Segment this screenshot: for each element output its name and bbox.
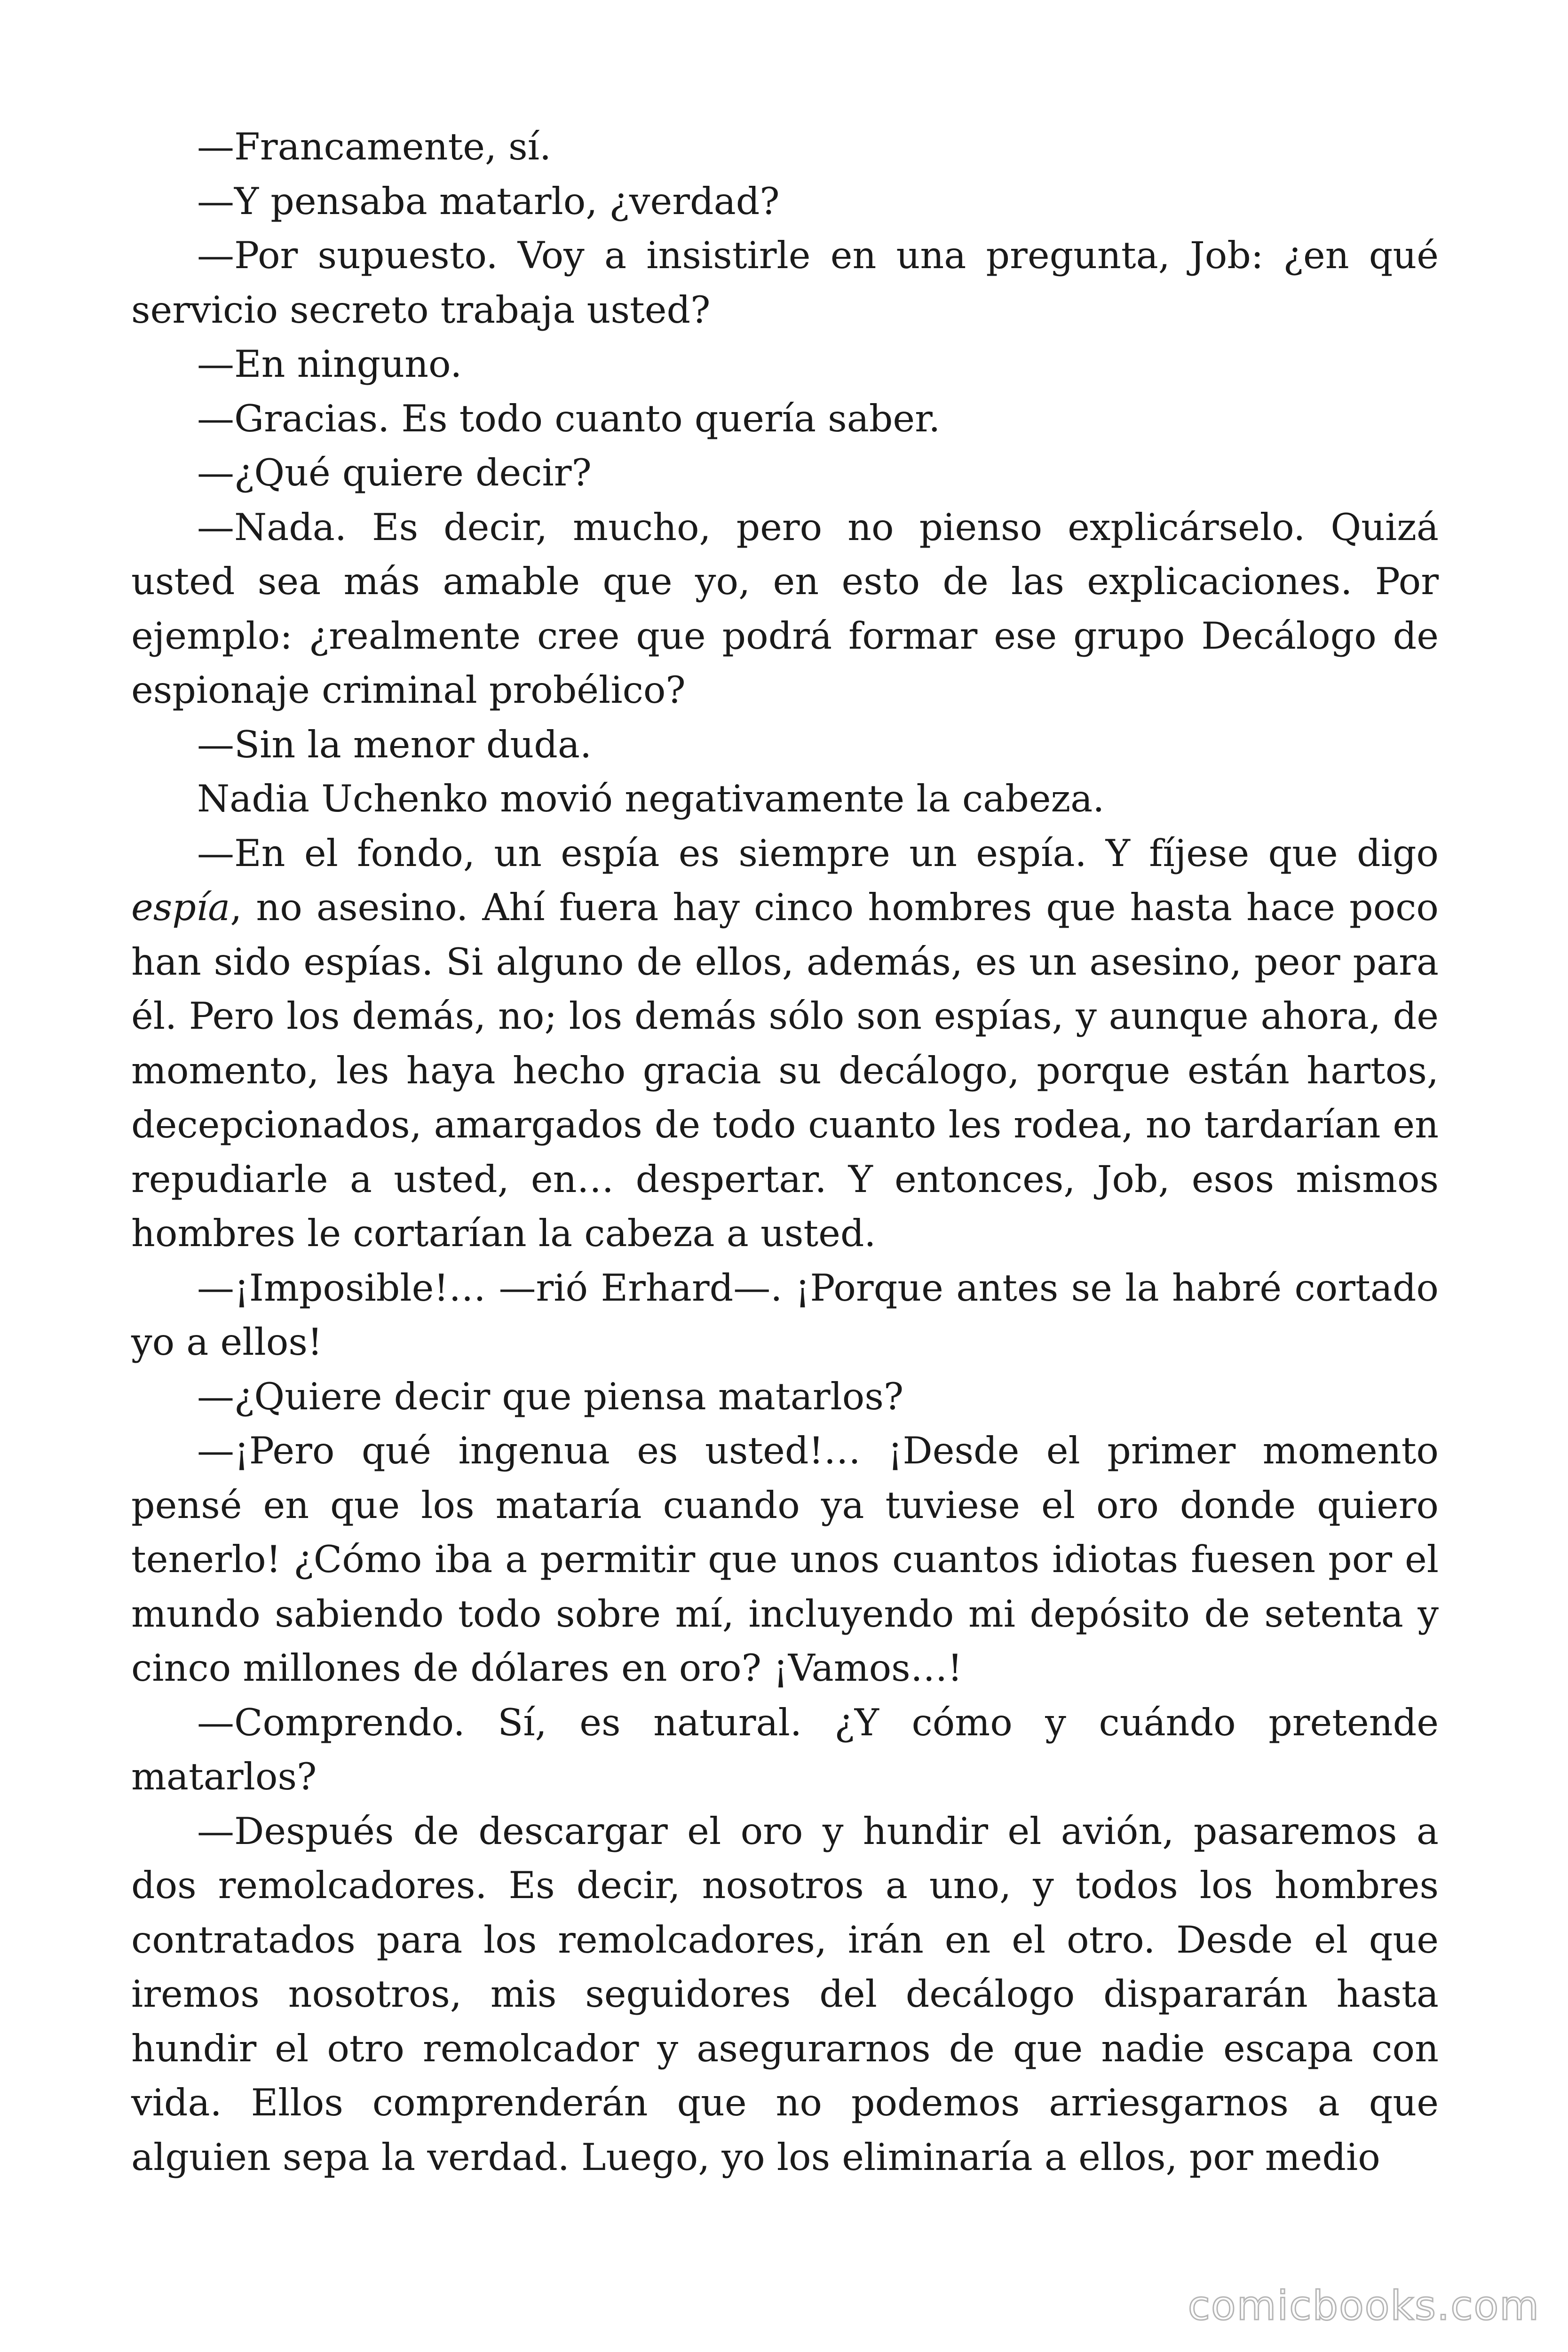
emphasized-word: espía	[131, 886, 230, 929]
paragraph: —¡Pero qué ingenua es usted!… ¡Desde el primer momento pensé en que los mataría cuando ya tuviese el oro donde quiero tenerlo! ¿Cómo iba a permitir que unos cuantos idiotas fuesen por el mundo sabiendo todo sobre mí, incluyendo mi depósito de setenta y cinco millones de dólares en oro? ¡Vamos…!	[131, 1429, 1439, 1690]
paragraph-text: —En el fondo, un espía es siempre un espía. Y fíjese que digo	[197, 831, 1439, 875]
paragraph: —Nada. Es decir, mucho, pero no pienso explicárselo. Quizá usted sea más amable que yo, en esto de las explicaciones. Por ejemplo: ¿realmente cree que podrá formar ese grupo Decálogo de espionaje criminal probélico?	[131, 505, 1439, 712]
paragraph: —En ninguno.	[197, 342, 462, 386]
paragraph: —Por supuesto. Voy a insistirle en una pregunta, Job: ¿en qué servicio secreto trabaja usted?	[131, 234, 1439, 332]
paragraph: —Y pensaba matarlo, ¿verdad?	[197, 179, 780, 223]
paragraph: —Comprendo. Sí, es natural. ¿Y cómo y cuándo pretende matarlos?	[131, 1700, 1439, 1798]
paragraph-text: , no asesino. Ahí fuera hay cinco hombres que hasta hace poco han sido espías. Si alguno de ellos, además, es un asesino, peor para él. Pero los demás, no; los demás sólo son espías, y aunque ahora, de momento, les haya hecho gracia su decálogo, porque están hartos, decepcionados, amargados de todo cuanto les rodea, no tardarían en repudiarle a usted, en… despertar. Y entonces, Job, esos mismos hombres le cortarían la cabeza a usted.	[131, 886, 1439, 1255]
paragraph: Nadia Uchenko movió negativamente la cabeza.	[197, 777, 1105, 820]
paragraph: —¿Qué quiere decir?	[197, 451, 592, 494]
paragraph: —Francamente, sí.	[197, 125, 552, 168]
paragraph: —Después de descargar el oro y hundir el avión, pasaremos a dos remolcadores. Es decir, nosotros a uno, y todos los hombres contratados para los remolcadores, irán en el otro. Desde el que iremos nosotros, mis seguidores del decálogo dispararán hasta hundir el otro remolcador y asegurarnos de que nadie escapa con vida. Ellos comprenderán que no podemos arriesgarnos a que alguien sepa la verdad. Luego, yo los eliminaría a ellos, por medio	[131, 1809, 1439, 2179]
page-body-text	[131, 120, 1439, 2185]
paragraph: —¿Quiere decir que piensa matarlos?	[197, 1375, 904, 1418]
site-watermark: comicbooks.com	[1188, 2282, 1540, 2329]
paragraph: —¡Imposible!… —rió Erhard—. ¡Porque antes se la habré cortado yo a ellos!	[131, 1266, 1439, 1364]
paragraph: —Sin la menor duda.	[197, 723, 592, 766]
paragraph: —Gracias. Es todo cuanto quería saber.	[197, 397, 941, 440]
paragraph	[131, 826, 1439, 1261]
